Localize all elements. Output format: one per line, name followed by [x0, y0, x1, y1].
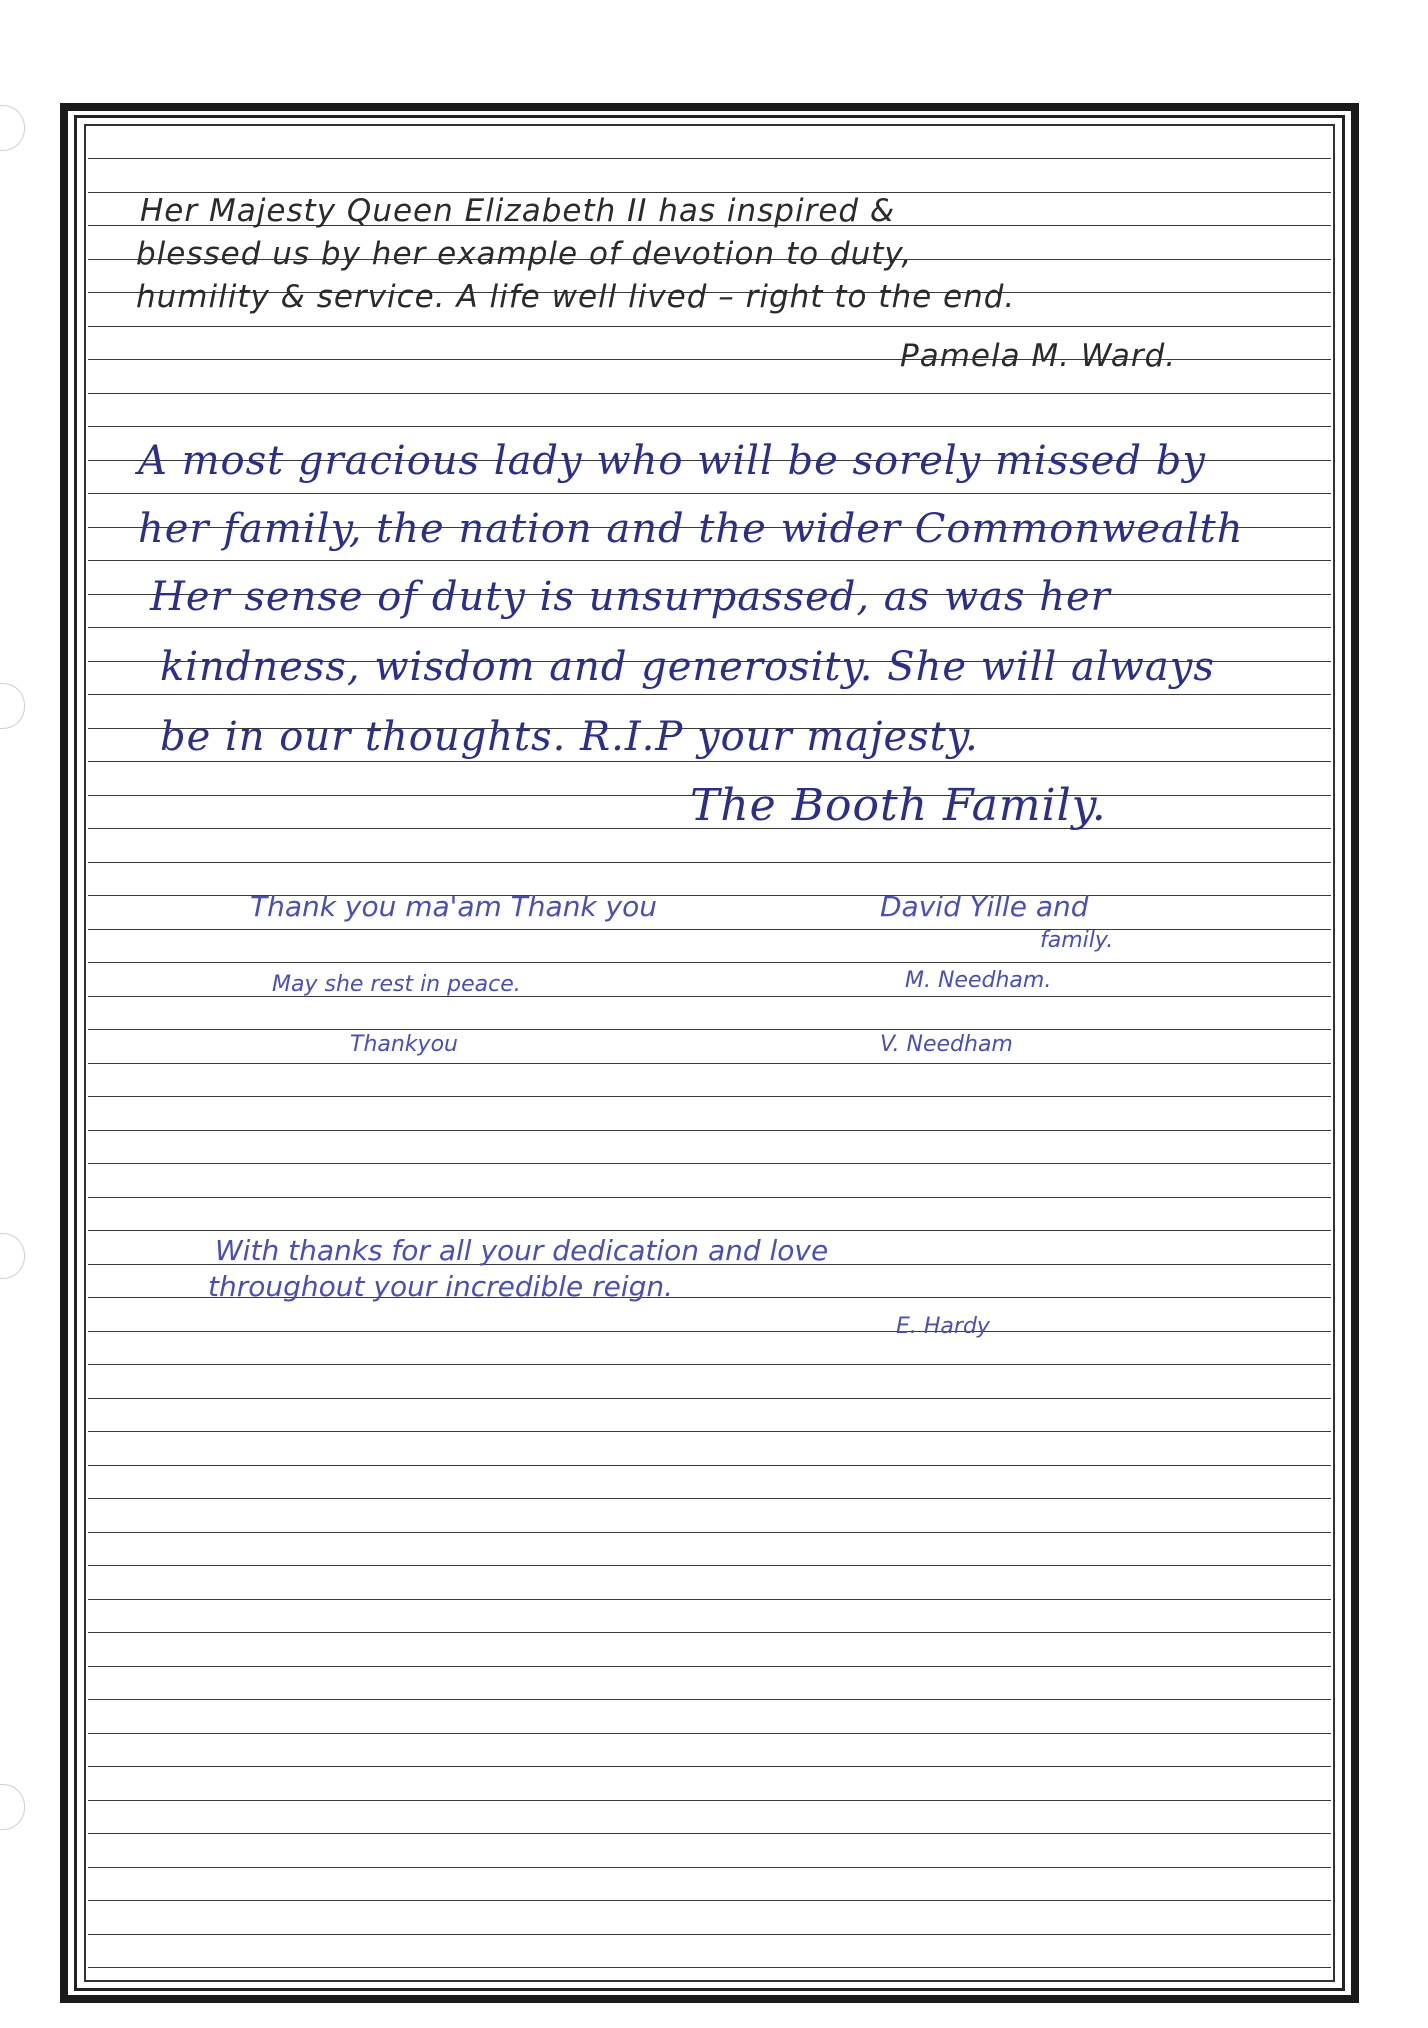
punch-hole	[0, 1233, 25, 1279]
ruled-line	[88, 1331, 1331, 1332]
signature: family.	[1040, 928, 1114, 953]
message-line: Her sense of duty is unsurpassed, as was her	[150, 574, 1111, 620]
ruled-line	[88, 1565, 1331, 1566]
message-line: Thankyou	[350, 1032, 458, 1057]
ruled-line	[88, 761, 1331, 762]
message-line: humility & service. A life well lived – right to the end.	[136, 279, 1016, 315]
message-line: May she rest in peace.	[272, 972, 521, 997]
ruled-line	[88, 1632, 1331, 1633]
ruled-line	[88, 1465, 1331, 1466]
ruled-line	[88, 1699, 1331, 1700]
message-line: her family, the nation and the wider Commonwealth	[138, 506, 1244, 552]
ruled-line	[88, 1230, 1331, 1231]
signature: Pamela M. Ward.	[900, 338, 1177, 374]
punch-hole	[0, 1784, 25, 1830]
ruled-line	[88, 862, 1331, 863]
ruled-line	[88, 929, 1331, 930]
message-line: be in our thoughts. R.I.P your majesty.	[160, 714, 979, 760]
ruled-line	[88, 1833, 1331, 1834]
message-line: With thanks for all your dedication and love	[215, 1234, 829, 1267]
ruled-line	[88, 493, 1331, 494]
ruled-line	[88, 1398, 1331, 1399]
ruled-line	[88, 1934, 1331, 1935]
signature: M. Needham.	[905, 968, 1052, 993]
ruled-line	[88, 1498, 1331, 1499]
ruled-line	[88, 1766, 1331, 1767]
message-line: blessed us by her example of devotion to duty,	[136, 236, 913, 272]
ruled-line	[88, 1163, 1331, 1164]
ruled-line	[88, 1364, 1331, 1365]
ruled-line	[88, 393, 1331, 394]
message-line: A most gracious lady who will be sorely missed by	[138, 438, 1206, 484]
ruled-line	[88, 1532, 1331, 1533]
ruled-line	[88, 1733, 1331, 1734]
ruled-line	[88, 1197, 1331, 1198]
signature: V. Needham	[880, 1032, 1013, 1057]
ruled-line	[88, 1666, 1331, 1667]
signature: David Yille and	[880, 890, 1089, 923]
ruled-line	[88, 627, 1331, 628]
ruled-line	[88, 560, 1331, 561]
message-line: Her Majesty Queen Elizabeth II has inspired &	[140, 193, 896, 229]
message-line: throughout your incredible reign.	[208, 1270, 674, 1303]
ruled-lines	[88, 128, 1331, 1980]
ruled-line	[88, 1063, 1331, 1064]
message-line: kindness, wisdom and generosity. She will always	[160, 644, 1215, 690]
ruled-line	[88, 1800, 1331, 1801]
ruled-line	[88, 1431, 1331, 1432]
punch-hole	[0, 105, 25, 151]
ruled-line	[88, 326, 1331, 327]
ruled-line	[88, 1130, 1331, 1131]
ruled-line	[88, 1599, 1331, 1600]
ruled-line	[88, 694, 1331, 695]
ruled-line	[88, 158, 1331, 159]
ruled-line	[88, 1900, 1331, 1901]
punch-hole	[0, 683, 25, 729]
signature: E. Hardy	[896, 1314, 990, 1339]
ruled-line	[88, 1029, 1331, 1030]
message-line: Thank you ma'am Thank you	[250, 890, 657, 923]
ruled-line	[88, 1967, 1331, 1968]
ruled-line	[88, 1096, 1331, 1097]
ruled-line	[88, 426, 1331, 427]
signature: The Booth Family.	[690, 780, 1107, 831]
ruled-line	[88, 1867, 1331, 1868]
ruled-line	[88, 962, 1331, 963]
